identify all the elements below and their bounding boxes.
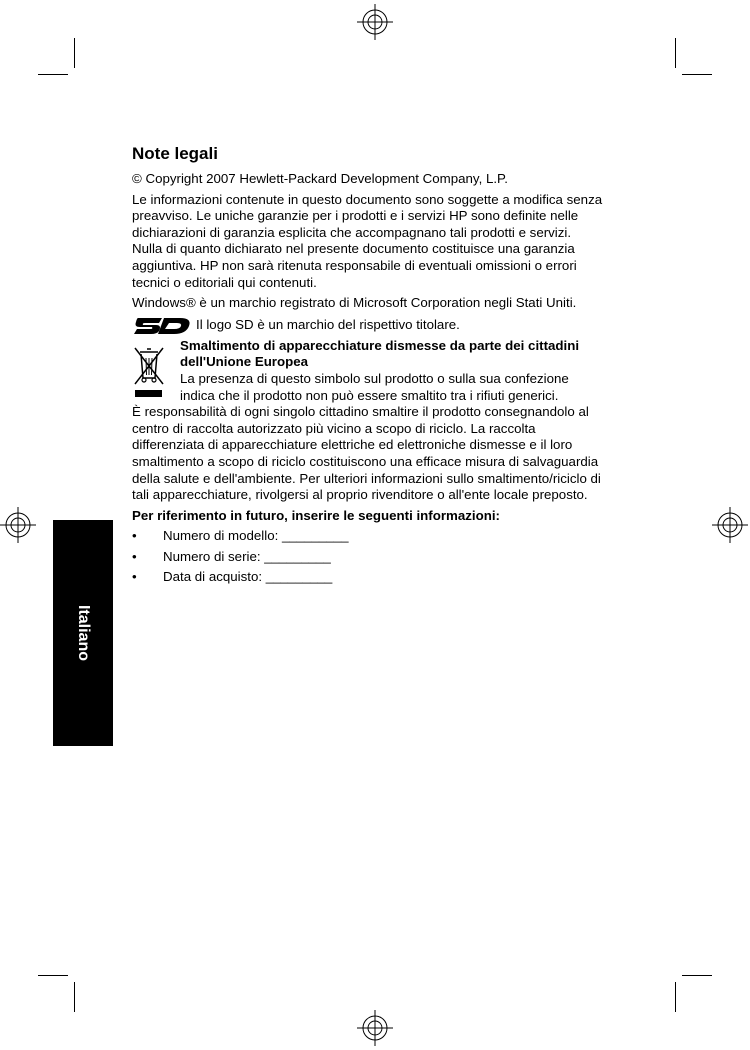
- reference-heading: Per riferimento in futuro, inserire le seguenti informazioni:: [132, 507, 500, 523]
- registration-mark-icon: [357, 4, 393, 40]
- weee-body-text: È responsabilità di ogni singolo cittadino smaltire il prodotto consegnandolo al centro di raccolta autorizzato più vicino a scopo di riciclo. La raccolta differenziata di apparecchiature elettriche ed elettroniche dismesse e il loro smaltimento a scopo di riciclo costituiscono una efficace misura di salvaguardia della salute e dell'ambiente. Per ulteriori informazioni sullo smaltimento/riciclo di tali apparecchiature, rivolgersi al proprio rivenditore o all'ente locale preposto.: [132, 404, 601, 503]
- registration-mark-icon: [712, 507, 748, 543]
- bullet-icon: •: [132, 548, 137, 564]
- weee-notice: [132, 338, 604, 404]
- purchase-date-field: Data di acquisto: _________: [163, 569, 333, 585]
- list-item: [132, 549, 604, 566]
- disclaimer-text: Le informazioni contenute in questo documento sono soggette a modifica senza preavviso. Le uniche garanzie per i prodotti e i servizi HP sono definite nelle dichiarazioni di garanzia esplicita che accompagnano tali prodotti e servizi. Nulla di quanto dichiarato nel presente documento costituisce una garanzia aggiuntiva. HP non sarà ritenuta responsabile di eventuali omissioni o errori tecnici o editoriali qui contenuti.: [132, 191, 603, 290]
- sd-logo-icon: [132, 316, 192, 336]
- crop-mark: [675, 982, 676, 1012]
- crop-mark: [38, 74, 68, 75]
- crossed-out-wheelie-bin-icon: [132, 346, 166, 398]
- bullet-icon: •: [132, 528, 137, 544]
- crop-mark: [74, 982, 75, 1012]
- list-item: [132, 569, 604, 586]
- registration-mark-icon: [357, 1010, 393, 1046]
- crop-mark: [38, 975, 68, 976]
- reference-list: [132, 528, 604, 586]
- legal-notes-section: [132, 143, 604, 590]
- weee-title: Smaltimento di apparecchiature dismesse da parte dei cittadini dell'Unione Europea: [180, 337, 580, 370]
- bullet-icon: •: [132, 569, 137, 585]
- registration-mark-icon: [0, 507, 36, 543]
- crop-mark: [682, 975, 712, 976]
- language-tab-label: Italiano: [75, 604, 92, 662]
- copyright-text: © Copyright 2007 Hewlett-Packard Development Company, L.P.: [132, 171, 508, 186]
- sd-trademark-row: [132, 316, 604, 336]
- model-number-field: Numero di modello: _________: [163, 528, 349, 544]
- page-title: Note legali: [132, 144, 218, 163]
- serial-number-field: Numero di serie: _________: [163, 548, 331, 564]
- weee-intro-text: La presenza di questo simbolo sul prodotto o sulla sua confezione indica che il prodotto non può essere smaltito tra i rifiuti generici.: [180, 370, 569, 403]
- language-tab: [53, 520, 113, 746]
- crop-mark: [74, 38, 75, 68]
- crop-mark: [682, 74, 712, 75]
- windows-trademark-text: Windows® è un marchio registrato di Microsoft Corporation negli Stati Uniti.: [132, 295, 577, 311]
- list-item: [132, 528, 604, 545]
- crop-mark: [675, 38, 676, 68]
- sd-trademark-text: Il logo SD è un marchio del rispettivo titolare.: [196, 317, 460, 333]
